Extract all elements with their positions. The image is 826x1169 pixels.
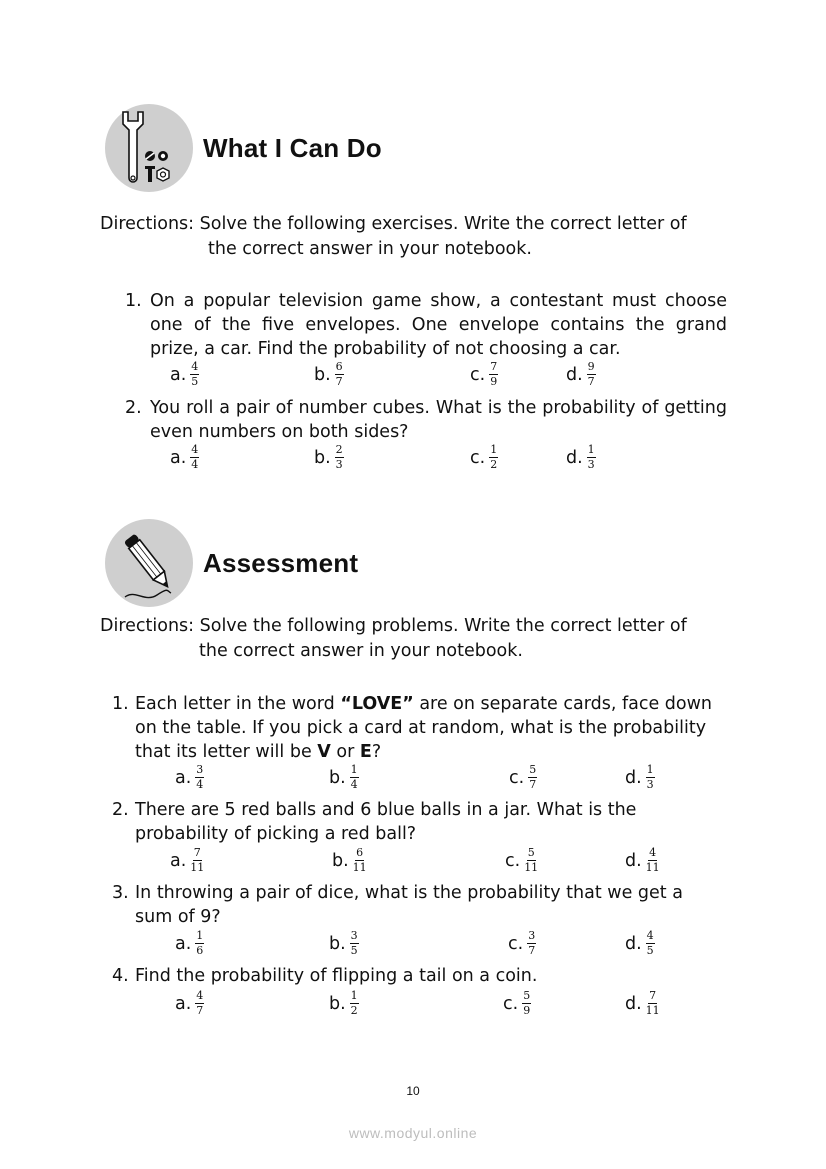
choice-d: [566, 361, 596, 388]
fraction: $\frac{7}{9}$: [490, 360, 498, 388]
choice-label: b.: [314, 364, 331, 385]
choice-a: [175, 764, 204, 791]
question-text: On a popular television game show, a contestant must choose one of the five envelopes. One envelope contains the grand prize, a car. Find the probability of not choosing a car.: [150, 291, 727, 359]
fraction: $\frac{7}{11}$: [645, 989, 660, 1017]
directions-line-2: the correct answer in your notebook.: [199, 641, 523, 661]
page-number: 10: [406, 1084, 420, 1098]
question-number: 2.: [112, 800, 129, 820]
fraction: $\frac{3}{7}$: [528, 929, 536, 957]
choice-label: a.: [175, 993, 192, 1014]
choice-label: a.: [175, 767, 192, 788]
choice-b: [329, 930, 359, 957]
choice-b: [329, 764, 359, 791]
answer-choices: [170, 444, 620, 474]
choice-label: d.: [625, 993, 642, 1014]
answer-choices: [170, 847, 680, 877]
watermark: www.modyul.online: [348, 1125, 478, 1141]
choice-label: b.: [329, 767, 346, 788]
choice-d: [566, 444, 596, 471]
choice-label: b.: [332, 850, 349, 871]
choice-label: c.: [470, 364, 486, 385]
choice-d: [625, 847, 660, 874]
question-item: [125, 396, 727, 444]
choice-d: [625, 930, 655, 957]
choice-label: d.: [625, 767, 642, 788]
choice-label: c.: [503, 993, 519, 1014]
choice-a: [170, 361, 199, 388]
directions: [100, 212, 740, 262]
choice-label: a.: [175, 933, 192, 954]
section-title: Assessment: [203, 547, 359, 578]
fraction: $\frac{7}{11}$: [190, 846, 205, 874]
fraction: $\frac{6}{7}$: [335, 360, 343, 388]
choice-label: a.: [170, 364, 187, 385]
choice-label: a.: [170, 447, 187, 468]
choice-b: [329, 990, 359, 1017]
answer-choices: [170, 361, 620, 391]
fraction: $\frac{5}{9}$: [523, 989, 531, 1017]
fraction: $\frac{4}{7}$: [196, 989, 204, 1017]
directions-line-2: the correct answer in your notebook.: [208, 239, 532, 259]
choice-c: [470, 361, 498, 388]
answer-choices: [175, 930, 685, 960]
choice-label: c.: [509, 767, 525, 788]
fraction: $\frac{1}{4}$: [350, 763, 358, 791]
choice-c: [503, 990, 531, 1017]
choice-a: [175, 990, 204, 1017]
what-i-can-do-header: [105, 104, 382, 192]
question-item: [125, 289, 727, 361]
fraction: $\frac{4}{11}$: [645, 846, 660, 874]
fraction: $\frac{4}{5}$: [646, 929, 654, 957]
choice-a: [170, 444, 199, 471]
fraction: $\frac{1}{2}$: [350, 989, 358, 1017]
question-number: 4.: [112, 966, 129, 986]
choice-label: c.: [508, 933, 524, 954]
section-title: What I Can Do: [203, 132, 382, 163]
choice-c: [470, 444, 498, 471]
question-number: 1.: [125, 291, 142, 311]
fraction: $\frac{3}{5}$: [350, 929, 358, 957]
question-text: Each letter in the word “LOVE” are on separate cards, face down on the table. If you pick a card at random, what is the probability that its letter will be V or E?: [135, 694, 713, 762]
choice-label: c.: [470, 447, 486, 468]
fraction: $\frac{1}{3}$: [646, 763, 654, 791]
fraction: $\frac{6}{11}$: [352, 846, 367, 874]
answer-choices: [175, 990, 685, 1020]
directions-line-1: Directions: Solve the following problems. Write the correct letter of: [100, 616, 687, 636]
choice-label: b.: [329, 933, 346, 954]
fraction: $\frac{5}{7}$: [529, 763, 537, 791]
choice-label: d.: [625, 933, 642, 954]
fraction: $\frac{9}{7}$: [587, 360, 595, 388]
fraction: $\frac{2}{3}$: [335, 443, 343, 471]
fraction: $\frac{4}{4}$: [191, 443, 199, 471]
choice-label: d.: [625, 850, 642, 871]
choice-d: [625, 990, 660, 1017]
question-item: [112, 964, 724, 988]
choice-label: c.: [505, 850, 521, 871]
answer-choices: [175, 764, 675, 794]
pencil-icon: [105, 519, 193, 607]
question-text: There are 5 red balls and 6 blue balls in a jar. What is the probability of picking a red ball?: [135, 800, 637, 844]
choice-d: [625, 764, 655, 791]
choice-c: [508, 930, 536, 957]
choice-c: [509, 764, 537, 791]
fraction: $\frac{3}{4}$: [196, 763, 204, 791]
choice-b: [314, 444, 344, 471]
question-number: 2.: [125, 398, 142, 418]
choice-c: [505, 847, 538, 874]
choice-label: d.: [566, 364, 583, 385]
assessment-header: [105, 519, 358, 607]
choice-label: d.: [566, 447, 583, 468]
choice-label: a.: [170, 850, 187, 871]
fraction: $\frac{1}{3}$: [587, 443, 595, 471]
question-text: You roll a pair of number cubes. What is the probability of getting even numbers on both sides?: [150, 398, 727, 442]
question-item: [112, 881, 724, 929]
choice-b: [314, 361, 344, 388]
question-number: 3.: [112, 883, 129, 903]
question-item: [112, 798, 722, 846]
directions-line-1: Directions: Solve the following exercises. Write the correct letter of: [100, 214, 687, 234]
fraction: $\frac{1}{6}$: [196, 929, 204, 957]
choice-label: b.: [329, 993, 346, 1014]
directions: [100, 614, 740, 664]
question-text: Find the probability of flipping a tail on a coin.: [135, 966, 538, 986]
choice-a: [175, 930, 204, 957]
question-item: [112, 692, 722, 764]
choice-label: b.: [314, 447, 331, 468]
fraction: $\frac{5}{11}$: [524, 846, 539, 874]
fraction: $\frac{1}{2}$: [490, 443, 498, 471]
choice-b: [332, 847, 367, 874]
question-text: In throwing a pair of dice, what is the probability that we get a sum of 9?: [135, 883, 683, 927]
fraction: $\frac{4}{5}$: [191, 360, 199, 388]
question-number: 1.: [112, 694, 129, 714]
choice-a: [170, 847, 204, 874]
wrench-and-bolts-icon: [105, 104, 193, 192]
